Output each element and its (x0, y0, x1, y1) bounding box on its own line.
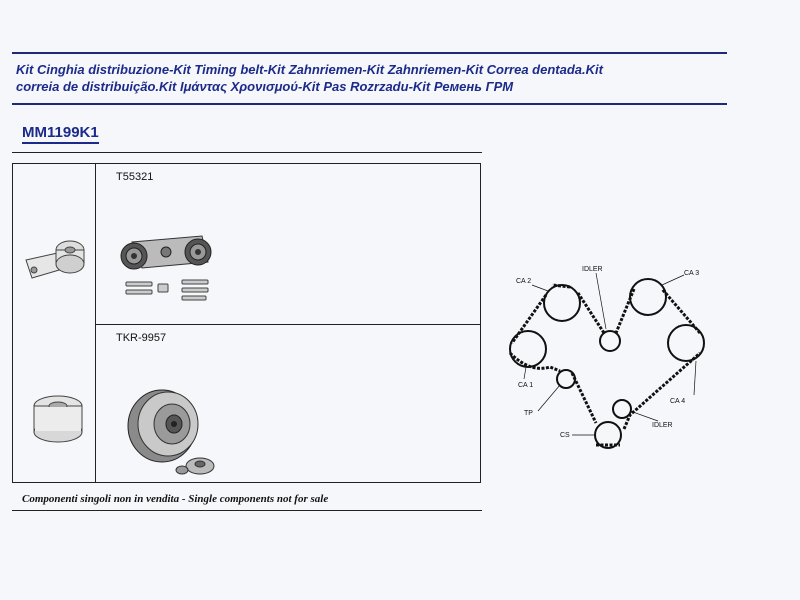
footer-note: Componenti singoli non in vendita - Single components not for sale (22, 493, 329, 505)
tensioner-thumbnail-icon (22, 232, 92, 287)
label-idler-top: IDLER (582, 266, 603, 273)
label-tp: TP (524, 410, 533, 417)
kit-title-line-1: Kit Cinghia distribuzione-Kit Timing belt-Kit Zahnriemen-Kit Zahnriemen-Kit Correa dentada.Kit (16, 62, 603, 77)
label-idler-bottom: IDLER (652, 422, 673, 429)
part-number-tkr-9957: TKR-9957 (116, 332, 167, 344)
kit-code-rule (12, 152, 482, 153)
top-rule (12, 52, 727, 54)
table-row-divider (96, 324, 481, 325)
label-cs: CS (560, 432, 570, 439)
tensioner-pulley-icon (112, 232, 222, 304)
pulley-ca2 (544, 285, 580, 321)
belt-routing-diagram (500, 255, 720, 455)
table-column-divider (95, 163, 96, 483)
title-rule (12, 103, 727, 105)
kit-title-line-2: correia de distribuição.Kit Ιμάντας Χρονισμού-Kit Pas Rozrzadu-Kit Ремень ГРМ (16, 79, 514, 94)
idler-pulley-icon (116, 378, 226, 478)
bottom-rule (12, 510, 482, 511)
kit-title (16, 61, 776, 95)
label-ca1: CA 1 (518, 382, 534, 389)
part-number-t55321: T55321 (116, 171, 154, 183)
label-ca4: CA 4 (670, 398, 686, 405)
pulley-ca3 (630, 279, 666, 315)
kit-code: MM1199K1 (22, 124, 99, 144)
idler-thumbnail-icon (28, 392, 88, 448)
pulley-idler-top (600, 331, 620, 351)
label-ca2: CA 2 (516, 278, 532, 285)
label-ca3: CA 3 (684, 270, 700, 277)
